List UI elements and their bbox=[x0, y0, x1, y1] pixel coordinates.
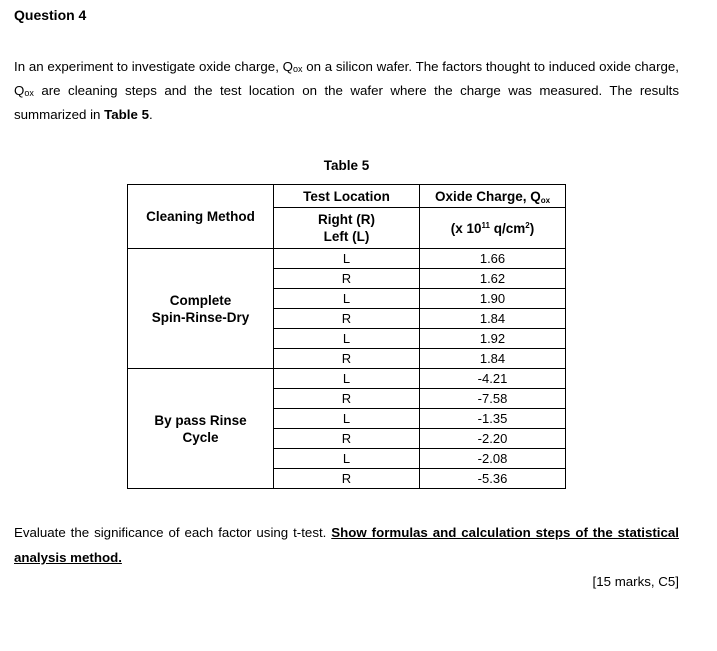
charge-cell: -2.20 bbox=[420, 429, 566, 449]
method-complete-spin-rinse-dry: Complete Spin-Rinse-Dry bbox=[128, 249, 274, 369]
header-oxide-charge: Oxide Charge, $Q_{ox}$ bbox=[420, 185, 566, 208]
location-cell: L bbox=[274, 409, 420, 429]
question-title: Question 4 bbox=[14, 7, 87, 23]
marks-label: [15 marks, C5] bbox=[592, 574, 679, 589]
table-row bbox=[128, 369, 566, 389]
table-header-row bbox=[128, 185, 566, 208]
charge-cell: 1.66 bbox=[420, 249, 566, 269]
charge-cell: -2.08 bbox=[420, 449, 566, 469]
charge-cell: 1.84 bbox=[420, 309, 566, 329]
location-cell: R bbox=[274, 349, 420, 369]
task-instruction: Evaluate the significance of each factor using t-test. Show formulas and calculation steps of the statistical analysis method. bbox=[14, 525, 679, 565]
table-row bbox=[128, 249, 566, 269]
charge-cell: 1.62 bbox=[420, 269, 566, 289]
method-bypass-rinse-cycle: By pass Rinse Cycle bbox=[128, 369, 274, 489]
location-cell: L bbox=[274, 329, 420, 349]
table-reference: Table 5 bbox=[104, 107, 149, 122]
location-cell: R bbox=[274, 389, 420, 409]
location-cell: L bbox=[274, 289, 420, 309]
charge-cell: 1.92 bbox=[420, 329, 566, 349]
header-test-location: Test Location bbox=[274, 185, 420, 208]
location-cell: R bbox=[274, 309, 420, 329]
charge-cell: -4.21 bbox=[420, 369, 566, 389]
table-caption: Table 5 bbox=[323, 158, 370, 173]
charge-cell: 1.84 bbox=[420, 349, 566, 369]
question-intro: In an experiment to investigate oxide charge, $Q_{ox}$ on a silicon wafer. The factors thought to induced oxide charge, $Q_{ox}$ are cleaning steps and the test location on the wafer where the charge was measured. The results summarized in Table 5. bbox=[14, 59, 679, 122]
charge-cell: 1.90 bbox=[420, 289, 566, 309]
charge-cell: -5.36 bbox=[420, 469, 566, 489]
location-cell: L bbox=[274, 449, 420, 469]
header-oxide-unit: (x $10^{11}$ $q/cm^2$) bbox=[420, 208, 566, 249]
location-cell: R bbox=[274, 469, 420, 489]
header-cleaning-method: Cleaning Method bbox=[128, 185, 274, 249]
results-table bbox=[127, 184, 566, 489]
charge-cell: -1.35 bbox=[420, 409, 566, 429]
instruction-emphasis: Show formulas and calculation steps of the statistical analysis method. bbox=[14, 525, 679, 565]
header-location-codes: Right (R) Left (L) bbox=[274, 208, 420, 249]
location-cell: L bbox=[274, 369, 420, 389]
location-cell: R bbox=[274, 269, 420, 289]
charge-cell: -7.58 bbox=[420, 389, 566, 409]
location-cell: R bbox=[274, 429, 420, 449]
location-cell: L bbox=[274, 249, 420, 269]
